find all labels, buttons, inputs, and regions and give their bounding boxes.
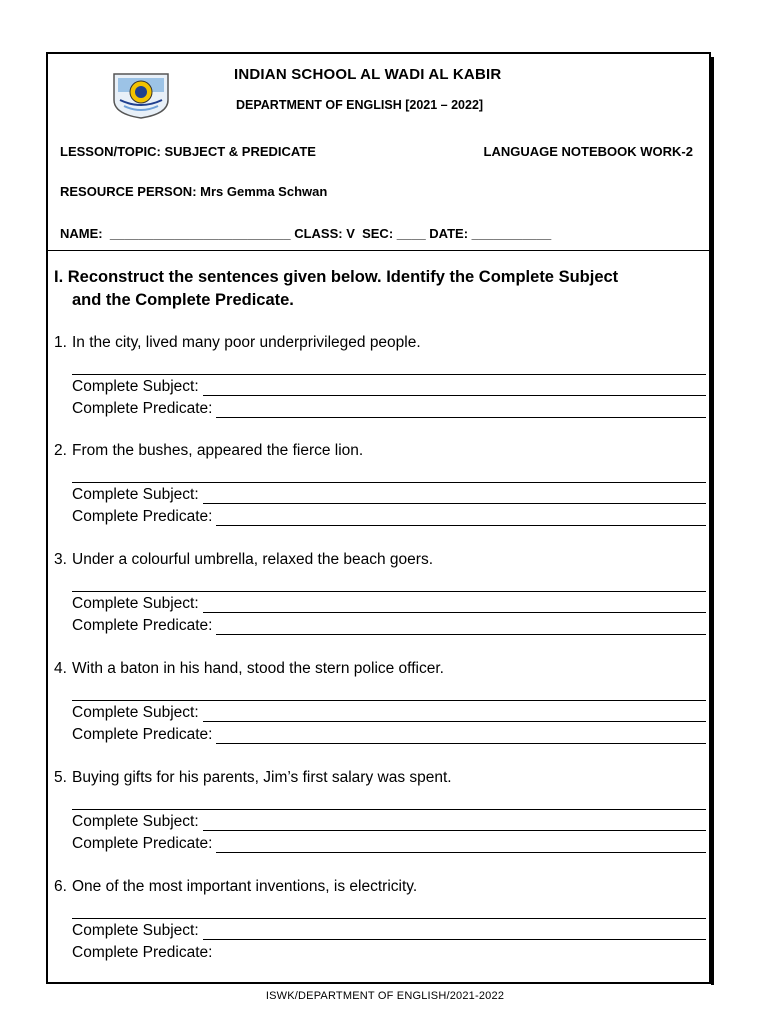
section-title: I. Reconstruct the sentences given below. Identify the Complete Subject and the Complete Predicate. <box>54 268 619 309</box>
worksheet-header <box>48 54 709 251</box>
student-details-row[interactable]: NAME: _________________________ CLASS: V SEC: ____ DATE: ___________ <box>60 226 552 241</box>
complete-subject-field[interactable]: Complete Subject: <box>72 486 706 504</box>
complete-subject-field[interactable]: Complete Subject: <box>72 922 706 940</box>
answer-line[interactable] <box>72 591 706 592</box>
complete-predicate-field[interactable]: Complete Predicate: <box>72 835 706 853</box>
department-title: DEPARTMENT OF ENGLISH [2021 – 2022] <box>236 98 484 112</box>
complete-predicate-field[interactable]: Complete Predicate: <box>72 508 706 526</box>
complete-predicate-field[interactable]: Complete Predicate: <box>72 944 213 961</box>
lesson-topic: LESSON/TOPIC: SUBJECT & PREDICATE <box>60 144 316 159</box>
answer-line[interactable] <box>72 809 706 810</box>
question-item: 1. In the city, lived many poor underprivileged people. <box>54 334 421 351</box>
school-name: INDIAN SCHOOL AL WADI AL KABIR <box>234 66 502 83</box>
complete-predicate-field[interactable]: Complete Predicate: <box>72 617 706 635</box>
page-footer: ISWK/DEPARTMENT OF ENGLISH/2021-2022 <box>265 990 505 1002</box>
answer-line[interactable] <box>72 482 706 483</box>
complete-subject-field[interactable]: Complete Subject: <box>72 704 706 722</box>
complete-subject-field[interactable]: Complete Subject: <box>72 813 706 831</box>
complete-predicate-field[interactable]: Complete Predicate: <box>72 726 706 744</box>
answer-line[interactable] <box>72 700 706 701</box>
complete-subject-field[interactable]: Complete Subject: <box>72 595 706 613</box>
question-item: 3. Under a colourful umbrella, relaxed the beach goers. <box>54 551 434 568</box>
complete-predicate-field[interactable]: Complete Predicate: <box>72 400 706 418</box>
question-item: 2. From the bushes, appeared the fierce lion. <box>54 442 364 459</box>
answer-line[interactable] <box>72 918 706 919</box>
answer-line[interactable] <box>72 374 706 375</box>
complete-subject-field[interactable]: Complete Subject: <box>72 378 706 396</box>
notebook-title: LANGUAGE NOTEBOOK WORK-2 <box>483 144 693 159</box>
school-crest-icon <box>110 70 172 120</box>
question-item: 6. One of the most important inventions, is electricity. <box>54 878 418 895</box>
question-item: 4. With a baton in his hand, stood the stern police officer. <box>54 660 444 677</box>
worksheet-frame <box>46 52 711 984</box>
question-item: 5. Buying gifts for his parents, Jim’s first salary was spent. <box>54 769 452 786</box>
resource-person: RESOURCE PERSON: Mrs Gemma Schwan <box>60 184 328 199</box>
